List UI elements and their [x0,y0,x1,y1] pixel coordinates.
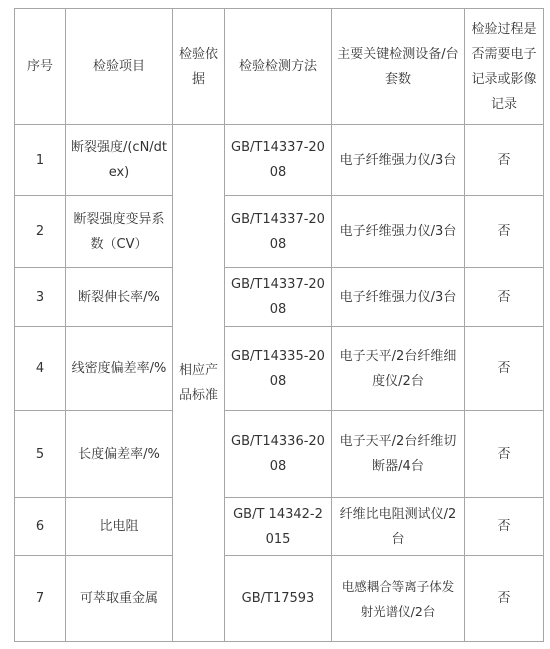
header-item: 检验项目 [66,9,173,125]
cell-method: GB/T14335-2008 [225,327,332,411]
cell-method: GB/T14337-2008 [225,268,332,327]
table-row [15,125,544,196]
header-record: 检验过程是否需要电子记录或影像记录 [465,9,544,125]
cell-item: 断裂强度变异系数（CV） [66,196,173,268]
cell-item: 线密度偏差率/% [66,327,173,411]
cell-record: 否 [465,268,544,327]
table-row [15,327,544,411]
cell-method: GB/T14337-2008 [225,196,332,268]
cell-no: 7 [15,556,66,642]
header-basis: 检验依据 [173,9,225,125]
cell-record: 否 [465,125,544,196]
cell-record: 否 [465,411,544,498]
cell-record: 否 [465,327,544,411]
cell-method: GB/T14336-2008 [225,411,332,498]
header-no: 序号 [15,9,66,125]
cell-item: 比电阻 [66,498,173,556]
cell-no: 2 [15,196,66,268]
cell-equipment: 纤维比电阻测试仪/2台 [332,498,465,556]
cell-item: 断裂强度/(cN/dtex) [66,125,173,196]
cell-equipment: 电子天平/2台纤维切断器/4台 [332,411,465,498]
cell-item: 断裂伸长率/% [66,268,173,327]
cell-equipment: 电感耦合等离子体发射光谱仪/2台 [332,556,465,642]
table-row [15,196,544,268]
cell-equipment: 电子纤维强力仪/3台 [332,125,465,196]
header-row [15,9,544,125]
cell-record: 否 [465,498,544,556]
table-row [15,268,544,327]
cell-no: 6 [15,498,66,556]
inspection-table [14,8,544,642]
cell-method: GB/T17593 [225,556,332,642]
cell-no: 3 [15,268,66,327]
header-equipment: 主要关键检测设备/台套数 [332,9,465,125]
cell-method: GB/T 14342-2015 [225,498,332,556]
header-method: 检验检测方法 [225,9,332,125]
table-row [15,498,544,556]
cell-no: 4 [15,327,66,411]
cell-equipment: 电子纤维强力仪/3台 [332,268,465,327]
cell-equipment: 电子纤维强力仪/3台 [332,196,465,268]
cell-record: 否 [465,556,544,642]
cell-item: 可萃取重金属 [66,556,173,642]
cell-record: 否 [465,196,544,268]
cell-no: 5 [15,411,66,498]
cell-no: 1 [15,125,66,196]
cell-item: 长度偏差率/% [66,411,173,498]
cell-basis: 相应产品标准 [173,125,225,642]
cell-equipment: 电子天平/2台纤维细度仪/2台 [332,327,465,411]
cell-method: GB/T14337-2008 [225,125,332,196]
table-row [15,556,544,642]
table-row [15,411,544,498]
